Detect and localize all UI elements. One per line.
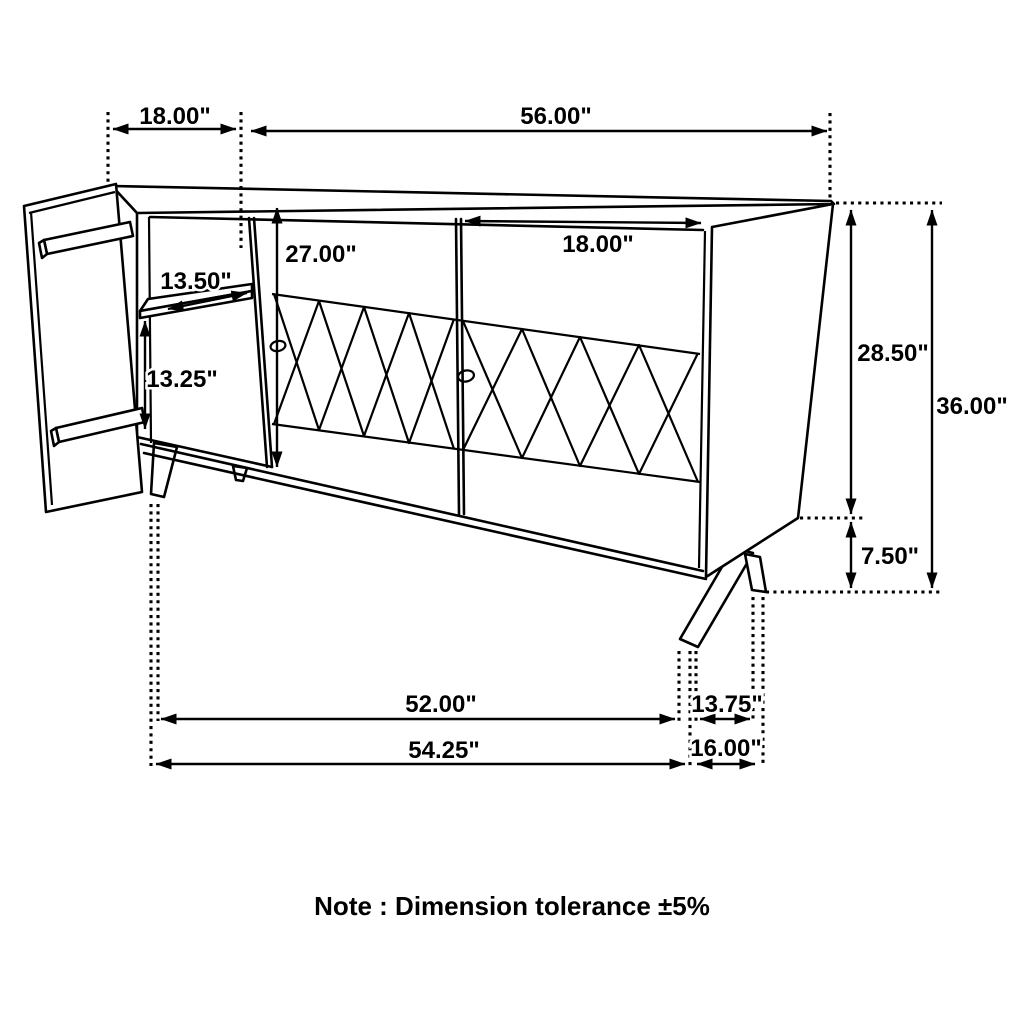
dim-label-front-leg-span: 52.00": [405, 691, 477, 718]
dim-label-leg-height: 7.50": [860, 543, 920, 570]
dim-label-total-height: 36.00": [936, 393, 1008, 420]
cabinet-top: [112, 186, 834, 213]
open-door: [24, 184, 145, 512]
door-meeting-line-right: [461, 219, 464, 514]
right-door-oval-handle: [457, 369, 475, 383]
dim-label-right-door-width: 18.00": [562, 231, 634, 258]
dim-label-top-section-width: 18.00": [139, 103, 211, 130]
dim-label-overall-width-at-base: 54.25": [408, 737, 480, 764]
dim-label-side-leg-span: 13.75": [691, 691, 763, 718]
door-lower-batten-end-cap: [51, 428, 59, 446]
rear-right-leg: [745, 554, 766, 592]
dim-label-top-total-width: 56.00": [520, 103, 592, 130]
dim-label-lower-compartment-height: 13.25": [146, 366, 218, 393]
right-side-panel: [706, 204, 833, 577]
tolerance-note: Note : Dimension tolerance ±5%: [314, 891, 710, 921]
dim-label-shelf-depth: 13.50": [160, 268, 232, 295]
lattice-bottom-boundary: [272, 424, 700, 482]
dim-label-body-height: 28.50": [857, 340, 929, 367]
left-wall-inner-edge: [149, 217, 151, 443]
right-front-inner-edge: [699, 231, 705, 568]
door-lattice-pattern: [270, 294, 700, 482]
dim-label-interior-opening-height: 27.00": [285, 241, 357, 268]
dim-label-overall-depth-at-base: 16.00": [690, 735, 762, 762]
door-upper-batten-end-cap: [39, 240, 47, 258]
bottom-rail-top-edge: [141, 444, 703, 571]
dim-arrow-right-door-width: [465, 221, 701, 223]
cabinet-body: [112, 186, 834, 579]
lattice-top-boundary: [272, 294, 700, 354]
door-meeting-line-left: [456, 219, 459, 514]
